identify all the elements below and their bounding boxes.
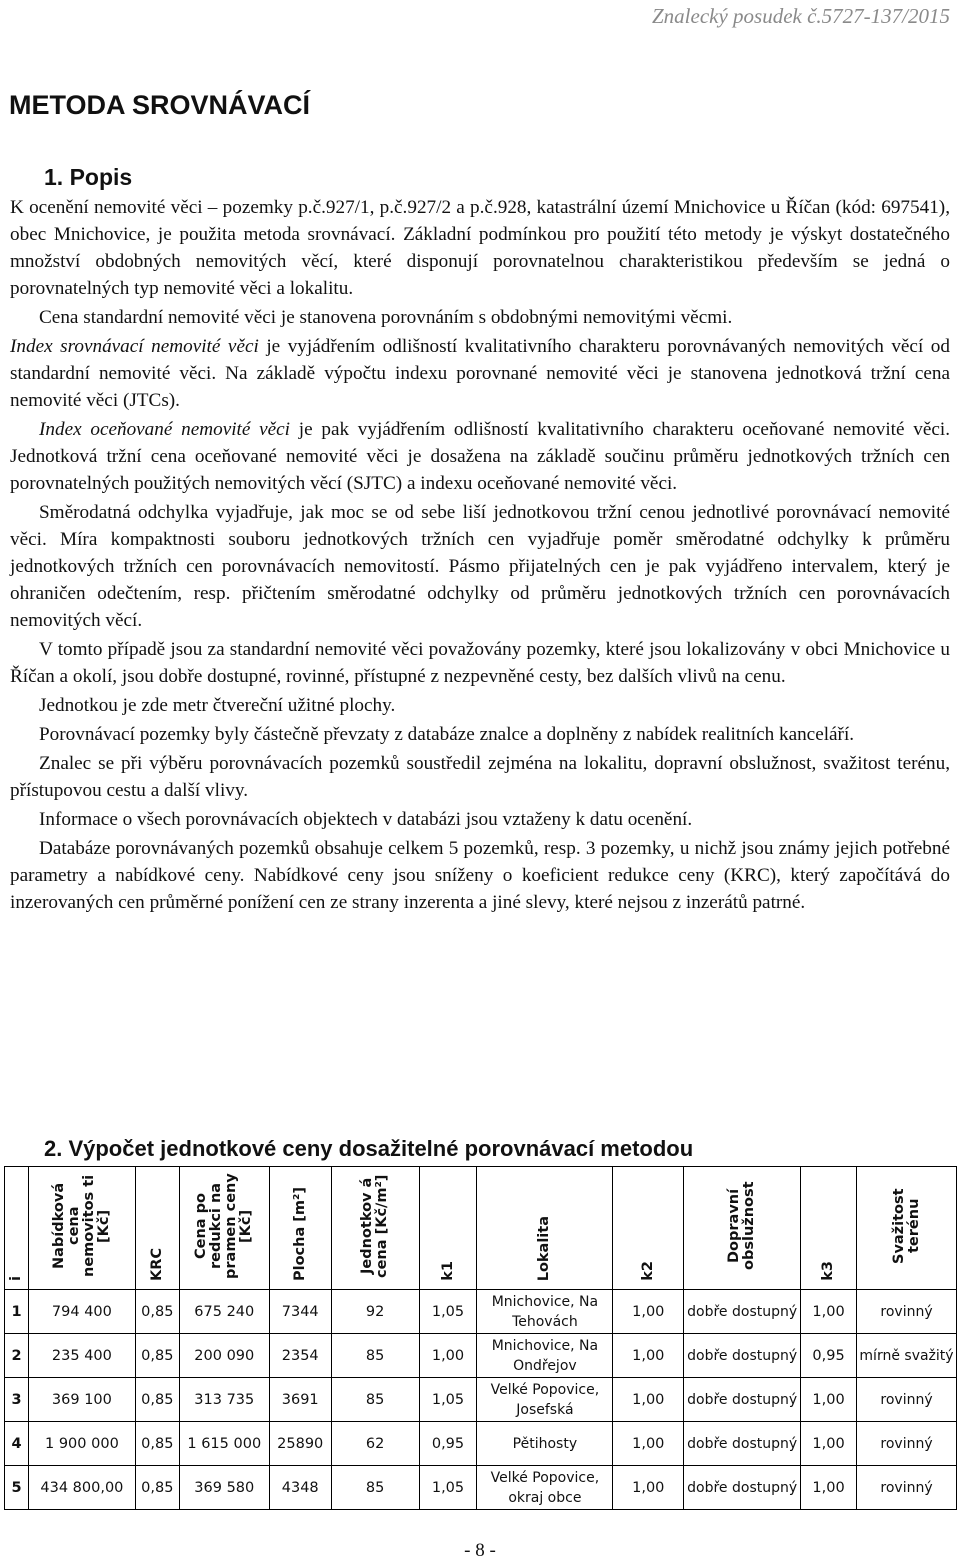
column-header bbox=[135, 1167, 179, 1290]
table-header-row bbox=[5, 1167, 957, 1290]
table-cell: 4 bbox=[5, 1422, 29, 1466]
paragraph bbox=[10, 721, 950, 748]
table-cell: mírně svažitý bbox=[857, 1334, 957, 1378]
table-cell: 0,95 bbox=[801, 1334, 857, 1378]
column-header bbox=[801, 1167, 857, 1290]
table-cell: 0,85 bbox=[135, 1422, 179, 1466]
column-header bbox=[179, 1167, 269, 1290]
section-heading-popis: 1. Popis bbox=[44, 164, 133, 190]
table-cell: 1,00 bbox=[801, 1290, 857, 1334]
table-cell: 0,85 bbox=[135, 1466, 179, 1510]
paragraph bbox=[10, 835, 950, 916]
table-cell: 1,05 bbox=[419, 1290, 477, 1334]
column-header-label: KRC bbox=[148, 1247, 165, 1281]
table-cell: 1,00 bbox=[613, 1290, 684, 1334]
table-cell: 794 400 bbox=[28, 1290, 135, 1334]
paragraph-text: Znalec se při výběru porovnávacích pozemků soustředil zejména na lokalitu, dopravní obslužnost, svažitost terénu, přístupovou cestu a další vlivy. bbox=[10, 753, 950, 801]
table-row bbox=[5, 1466, 957, 1510]
table-cell: 1,05 bbox=[419, 1378, 477, 1422]
paragraph-text: Databáze porovnávaných pozemků obsahuje celkem 5 pozemků, resp. 3 pozemky, u nichž jsou známy jejich potřebné parametry a nabídkové ceny. Nabídkové ceny jsou sníženy o koeficient redukce ceny (KRC), který započítává do inzerovaných cen průměrné ponížení cen ze strany inzerenta a jiné slevy, které nejsou z inzerátů patrné. bbox=[10, 838, 950, 913]
table-cell: 1,00 bbox=[801, 1378, 857, 1422]
table-cell: dobře dostupný bbox=[684, 1422, 801, 1466]
table-row bbox=[5, 1334, 957, 1378]
description-text bbox=[10, 194, 950, 916]
table-body bbox=[5, 1290, 957, 1510]
column-header-label: Cena po redukci na pramen ceny [Kč] bbox=[193, 1173, 255, 1279]
table-cell: 1,05 bbox=[419, 1466, 477, 1510]
column-header-label: Jednotkov á cena [Kč/m²] bbox=[359, 1174, 391, 1278]
table-cell: 62 bbox=[331, 1422, 419, 1466]
table-cell: dobře dostupný bbox=[684, 1290, 801, 1334]
table-cell: Mnichovice, Na Tehovách bbox=[477, 1290, 613, 1334]
paragraph bbox=[10, 333, 950, 414]
table-cell: 5 bbox=[5, 1466, 29, 1510]
table-cell: 0,85 bbox=[135, 1378, 179, 1422]
table-cell: 3 bbox=[5, 1378, 29, 1422]
table-cell: 675 240 bbox=[179, 1290, 269, 1334]
column-header bbox=[28, 1167, 135, 1290]
table-cell: 25890 bbox=[269, 1422, 331, 1466]
column-header bbox=[269, 1167, 331, 1290]
paragraph bbox=[10, 806, 950, 833]
table-cell: 1 bbox=[5, 1290, 29, 1334]
table-cell: rovinný bbox=[857, 1290, 957, 1334]
table-cell: rovinný bbox=[857, 1466, 957, 1510]
page-number: - 8 - bbox=[464, 1540, 496, 1561]
paragraph-term: Index srovnávací nemovité věci bbox=[10, 336, 259, 357]
table-row bbox=[5, 1378, 957, 1422]
column-header-label: Lokalita bbox=[536, 1215, 553, 1281]
table-cell: 92 bbox=[331, 1290, 419, 1334]
table-cell: Velké Popovice, okraj obce bbox=[477, 1466, 613, 1510]
paragraph-text: Cena standardní nemovité věci je stanovena porovnáním s obdobnými nemovitými věcmi. bbox=[39, 307, 733, 328]
column-header bbox=[613, 1167, 684, 1290]
table-cell: rovinný bbox=[857, 1422, 957, 1466]
section-heading-calculation: 2. Výpočet jednotkové ceny dosažitelné porovnávací metodou bbox=[44, 1136, 694, 1161]
column-header bbox=[5, 1167, 29, 1290]
table-cell: rovinný bbox=[857, 1378, 957, 1422]
report-header: Znalecký posudek č.5727-137/2015 bbox=[651, 4, 950, 28]
paragraph bbox=[10, 194, 950, 302]
paragraph bbox=[10, 499, 950, 634]
table-cell: 4348 bbox=[269, 1466, 331, 1510]
table-cell: 2354 bbox=[269, 1334, 331, 1378]
table-cell: dobře dostupný bbox=[684, 1378, 801, 1422]
table-cell: 1,00 bbox=[613, 1378, 684, 1422]
table-cell: 1,00 bbox=[613, 1466, 684, 1510]
table-cell: 369 100 bbox=[28, 1378, 135, 1422]
table-cell: 235 400 bbox=[28, 1334, 135, 1378]
paragraph-text: Směrodatná odchylka vyjadřuje, jak moc se od sebe liší jednotkovou tržní cenou jednotlivé porovnávací nemovité věci. Míra kompaktnosti souboru jednotkových tržních cen vyjadřuje poměr směrodatné odchylky k průměru jednotkových tržních cen porovnávacích nemovitostí. Pásmo přijatelných cen je pak vyjádřeno intervalem, který je ohraničen odečtením, resp. přičtením směrodatné odchylky od průměru jednotkových tržních cen porovnávacích nemovitých věcí. bbox=[10, 502, 950, 631]
table-cell: 434 800,00 bbox=[28, 1466, 135, 1510]
paragraph-text: Jednotkou je zde metr čtvereční užitné plochy. bbox=[39, 695, 396, 716]
table-cell: 85 bbox=[331, 1466, 419, 1510]
paragraph-term: Index oceňované nemovité věci bbox=[39, 419, 291, 440]
column-header bbox=[419, 1167, 477, 1290]
table-cell: dobře dostupný bbox=[684, 1466, 801, 1510]
column-header bbox=[477, 1167, 613, 1290]
column-header-label: Plocha [m²] bbox=[291, 1186, 308, 1281]
table-cell: 3691 bbox=[269, 1378, 331, 1422]
table-cell: 1,00 bbox=[801, 1466, 857, 1510]
paragraph bbox=[10, 636, 950, 690]
comparison-table bbox=[4, 1166, 957, 1510]
table-row bbox=[5, 1290, 957, 1334]
column-header-label: k3 bbox=[820, 1261, 837, 1281]
paragraph bbox=[10, 416, 950, 497]
paragraph-text: K ocenění nemovité věci – pozemky p.č.927/1, p.č.927/2 a p.č.928, katastrální území Mnichovice u Říčan (kód: 697541), obec Mnichovice, je použita metoda srovnávací. Základní podmínkou pro použití této metody je výskyt dostatečného množství obdobných nemovitých věcí, které disponují porovnatelnou charakteristikou především se jedná o porovnatelných typ nemovité věci a lokalitu. bbox=[10, 197, 950, 299]
table-cell: 2 bbox=[5, 1334, 29, 1378]
paragraph bbox=[10, 692, 950, 719]
table-cell: 7344 bbox=[269, 1290, 331, 1334]
column-header bbox=[331, 1167, 419, 1290]
column-header-label: k2 bbox=[639, 1261, 656, 1281]
column-header-label: Svažitost terénu bbox=[890, 1188, 922, 1264]
column-header-label: Dopravní obslužnost bbox=[726, 1181, 758, 1271]
table-cell: 0,95 bbox=[419, 1422, 477, 1466]
column-header bbox=[684, 1167, 801, 1290]
page-title: METODA SROVNÁVACÍ bbox=[9, 90, 311, 120]
column-header-label: k1 bbox=[439, 1261, 456, 1281]
column-header bbox=[857, 1167, 957, 1290]
paragraph-text: je pak vyjádřením odlišností kvalitativního charakteru oceňované nemovité věci. Jednotková tržní cena oceňované nemovité věci je dosažena na základě součinu průměru jednotkových tržních cen porovnatelných použitých nemovitých věcí (SJTC) a indexu oceňované nemovité věci. bbox=[10, 419, 951, 494]
table-cell: Mnichovice, Na Ondřejov bbox=[477, 1334, 613, 1378]
table-cell: 369 580 bbox=[179, 1466, 269, 1510]
table-cell: 1 900 000 bbox=[28, 1422, 135, 1466]
table-cell: 1,00 bbox=[419, 1334, 477, 1378]
paragraph-text: Porovnávací pozemky byly částečně převzaty z databáze znalce a doplněny z nabídek realitních kanceláří. bbox=[39, 724, 855, 745]
paragraph-text: V tomto případě jsou za standardní nemovité věci považovány pozemky, které jsou lokalizovány v obci Mnichovice u Říčan a okolí, jsou dobře dostupné, rovinné, přístupné z nezpevněné cesty, bez dalších vlivů na cenu. bbox=[10, 639, 950, 687]
paragraph-text: je vyjádřením odlišností kvalitativního charakteru porovnávaných nemovitých věcí od standardní nemovité věci. Na základě výpočtu indexu porovnané nemovité věci je stanovena jednotková tržní cena nemovité věci (JTCs). bbox=[10, 336, 950, 411]
paragraph bbox=[10, 304, 950, 331]
column-header-label: i bbox=[7, 1276, 24, 1281]
table-cell: 0,85 bbox=[135, 1290, 179, 1334]
table-cell: 1,00 bbox=[613, 1422, 684, 1466]
table-row bbox=[5, 1422, 957, 1466]
table-cell: dobře dostupný bbox=[684, 1334, 801, 1378]
table-cell: 1,00 bbox=[613, 1334, 684, 1378]
paragraph-text: Informace o všech porovnávacích objektech v databázi jsou vztaženy k datu ocenění. bbox=[39, 809, 693, 830]
table-cell: 85 bbox=[331, 1334, 419, 1378]
table-cell: Pětihosty bbox=[477, 1422, 613, 1466]
table-cell: Velké Popovice, Josefská bbox=[477, 1378, 613, 1422]
table-cell: 313 735 bbox=[179, 1378, 269, 1422]
paragraph bbox=[10, 750, 950, 804]
table-cell: 200 090 bbox=[179, 1334, 269, 1378]
column-header-label: Nabídková cena nemovitos ti [Kč] bbox=[50, 1174, 112, 1278]
table-cell: 1 615 000 bbox=[179, 1422, 269, 1466]
table-cell: 0,85 bbox=[135, 1334, 179, 1378]
table-cell: 85 bbox=[331, 1378, 419, 1422]
table-cell: 1,00 bbox=[801, 1422, 857, 1466]
